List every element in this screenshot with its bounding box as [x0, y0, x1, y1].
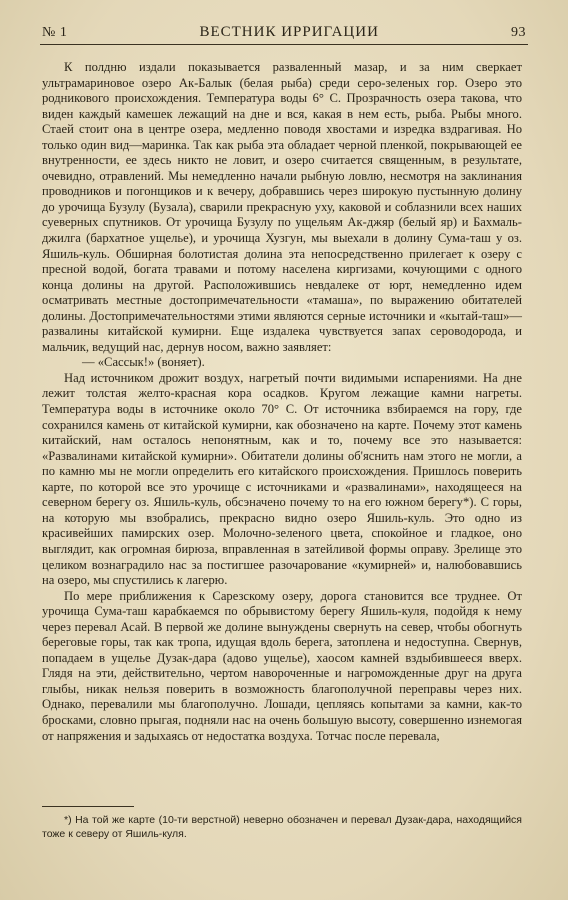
- article-body: [42, 60, 522, 744]
- paragraph: Над источником дрожит воздух, нагретый почти видимыми испарениями. На дне лежит толстая желто-красная кора осадков. Кругом лежащие камни нагреты. Температура воды в источнике около 70° С. От источника взбираемся на гору, где сохранился камень от китайской кумирни, как обозначено на карте. Почему этот камень китайский, нам осталось непонятным, как и то, почему все это называется: «Развалинами китайской кумирни». Обитатели долины об'яснить нам этого не могли, а по камню мы не могли определить его китайского происхождения. Пришлось поверить карте, по которой все это урочище с источниками и «развалинами», находящееся на северном берегу оз. Яшиль-куль, обсэначено почему то на его южном берегу*). С горы, на которую мы взобрались, прекрасно видно озеро Яшиль-куль. Это одно из красивейших памирских озер. Молочно-зеленого цвета, спокойное и гладкое, оно выглядит, как огромная бирюза, вправленная в затейливой формы оправу. Зрелище это целиком вознаградило нас за постигшее разочарование «кумирней» и, налюбовавшись на озеро, мы спустились к лагерю.: [42, 370, 522, 588]
- paragraph: К полдню издали показывается разваленный мазар, и за ним сверкает ультрамариновое озеро Ак-Балык (белая рыба) среди серо-зеленых гор. Озеро это родникового происхождения. Температура воды 6° С. Прозрачность озера такова, что виден каждый камешек лежащий на дне и вся, какая в нем есть, рыба. Рыбы много. Стаей стоит она в центре озера, медленно поводя хвостами и изредка вздрагивая. Но только один вид—маринка. Так как рыба эта обладает черной пленкой, покрывающей ее внутренности, ее здесь никто не ловит, и озеро считается священным, в результате, очевидно, отравлений. Мы немедленно начали рыбную ловлю, несмотря на заклинания проводников и погонщиков и к вечеру, добравшись через широкую пустынную долину до урочища Бузулу (Бузала), сварили прекрасную уху, каковой и соблазнили всех наших суеверных спутников. От урочища Бузулу по ущельям Ак-джяр (белый яр) и Бахмаль-джилга (бархатное ущелье), и урочища Хузгун, мы выехали в долину Сума-таш у оз. Яшиль-куль. Обширная болотистая долина эта непосредственно прилегает к озеру с пресной водой, богата травами и потому населена киргизами, кочующими с одного конца долины на другой. Расположившись невдалеке от юрт, немедленно идем осматривать местные достопримечательности «тамаша», по выражению обитателей долины. Достопримечательностями этими являются серные источники и «кытай-таш»—развалины китайской кумирни. Еще издалека чувствуется запах сероводорода, и мальчик, ведущий нас, дернув носом, важно заявляет:: [42, 60, 522, 354]
- paragraph: По мере приближения к Сарезскому озеру, дорога становится все труднее. От урочища Сума-таш карабкаемся по обрывистому берегу Яшиль-куля, подойдя к нему через перевал Асай. В первой же долине вынуждены свернуть на север, чтобы обогнуть береговые горы, так как тропа, идущая вдоль берега, затоплена и недоступна. Свернув, попадаем в ущелье Дузак-дара (адово ущелье), хаосом камней вздыбившееся вверх. Глядя на эти, действительно, чертом навороченные и нагроможденные друг на друга глыбы, никак нельзя поверить в возможность благополучной переправы через них. Однако, перевалили мы благополучно. Лошади, цепляясь копытами за камни, как-то бросками, словно прыгая, подняли нас на очень большую высоту, совершенно изнемогая от напряжения и задыхаясь от недостатка воздуха. Тотчас после перевала,: [42, 588, 522, 743]
- page-number: 93: [511, 25, 526, 40]
- issue-number: № 1: [42, 25, 68, 40]
- header-rule: [40, 44, 528, 45]
- journal-title: ВЕСТНИК ИРРИГАЦИИ: [199, 24, 379, 40]
- footnote-text: *) На той же карте (10-ти верстной) неверно обозначен и перевал Дузак-дара, находящийся тоже к северу от Яшиль-куля.: [42, 814, 522, 840]
- footnote: [42, 814, 522, 841]
- page-header: [42, 24, 526, 44]
- paragraph: — «Сассык!» (воняет).: [82, 355, 205, 370]
- footnote-rule: [42, 806, 134, 807]
